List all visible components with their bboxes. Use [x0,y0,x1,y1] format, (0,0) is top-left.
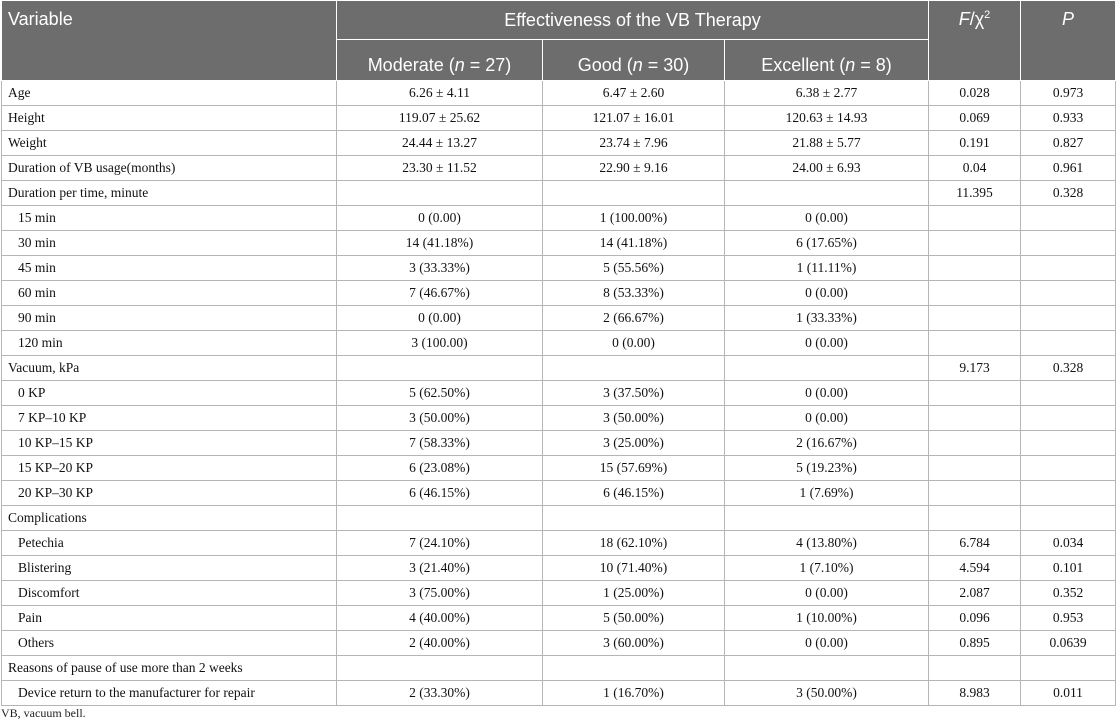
cell-stat [929,206,1021,231]
cell-good: 6.47 ± 2.60 [543,81,725,106]
cell-p [1021,481,1116,506]
row-label: 20 KP–30 KP [2,481,337,506]
cell-good: 10 (71.40%) [543,556,725,581]
row-label: 30 min [2,231,337,256]
cell-good: 23.74 ± 7.96 [543,131,725,156]
table-row [2,431,1116,456]
table-row [2,106,1116,131]
cell-moderate: 7 (58.33%) [337,431,543,456]
header-stat-sup: 2 [984,9,991,21]
table-row [2,531,1116,556]
cell-stat [929,406,1021,431]
cell-good: 15 (57.69%) [543,456,725,481]
cell-p [1021,206,1116,231]
cell-stat [929,506,1021,531]
cell-moderate: 23.30 ± 11.52 [337,156,543,181]
row-label: Duration of VB usage(months) [2,156,337,181]
row-label: Weight [2,131,337,156]
cell-good: 22.90 ± 9.16 [543,156,725,181]
cell-stat: 0.191 [929,131,1021,156]
cell-good: 18 (62.10%) [543,531,725,556]
header-p [1021,1,1116,81]
table-row [2,506,1116,531]
cell-good: 6 (46.15%) [543,481,725,506]
row-label: Discomfort [2,581,337,606]
cell-moderate: 2 (33.30%) [337,681,543,706]
cell-excellent: 1 (11.11%) [725,256,929,281]
cell-p: 0.328 [1021,356,1116,381]
table-row [2,581,1116,606]
cell-moderate: 7 (24.10%) [337,531,543,556]
cell-moderate: 119.07 ± 25.62 [337,106,543,131]
cell-excellent: 1 (10.00%) [725,606,929,631]
cell-moderate [337,356,543,381]
cell-excellent: 2 (16.67%) [725,431,929,456]
table-row [2,156,1116,181]
cell-stat [929,381,1021,406]
header-p-label: P [1061,9,1074,29]
table-row [2,681,1116,706]
cell-p: 0.827 [1021,131,1116,156]
cell-p [1021,381,1116,406]
cell-good [543,656,725,681]
cell-good: 1 (16.70%) [543,681,725,706]
cell-p: 0.011 [1021,681,1116,706]
cell-good: 3 (25.00%) [543,431,725,456]
cell-excellent: 3 (50.00%) [725,681,929,706]
cell-p [1021,656,1116,681]
cell-p: 0.034 [1021,531,1116,556]
cell-stat [929,231,1021,256]
cell-excellent: 24.00 ± 6.93 [725,156,929,181]
cell-stat [929,481,1021,506]
cell-p: 0.352 [1021,581,1116,606]
table-row [2,356,1116,381]
row-label: Duration per time, minute [2,181,337,206]
cell-excellent: 5 (19.23%) [725,456,929,481]
row-label: 7 KP–10 KP [2,406,337,431]
cell-good [543,506,725,531]
row-label: Device return to the manufacturer for repair [2,681,337,706]
cell-excellent: 0 (0.00) [725,206,929,231]
cell-p [1021,406,1116,431]
table-row [2,631,1116,656]
cell-excellent: 6.38 ± 2.77 [725,81,929,106]
row-label: 15 min [2,206,337,231]
cell-excellent [725,656,929,681]
cell-good [543,181,725,206]
group-n-value: = 8 [855,55,886,75]
cell-stat [929,656,1021,681]
header-stat [929,1,1021,81]
cell-excellent: 0 (0.00) [725,581,929,606]
cell-stat: 2.087 [929,581,1021,606]
cell-p: 0.973 [1021,81,1116,106]
header-variable: Variable [2,1,337,81]
table-row [2,131,1116,156]
group-name: Excellent [761,55,835,75]
cell-moderate: 0 (0.00) [337,306,543,331]
cell-stat: 0.069 [929,106,1021,131]
table-row [2,656,1116,681]
cell-p: 0.101 [1021,556,1116,581]
table-body [2,81,1116,706]
table-footnote: VB, vacuum bell. [1,706,86,720]
cell-excellent: 4 (13.80%) [725,531,929,556]
cell-excellent: 1 (7.10%) [725,556,929,581]
cell-stat: 11.395 [929,181,1021,206]
group-n-label: n [845,55,856,75]
table-row [2,456,1116,481]
row-label: Blistering [2,556,337,581]
table-row [2,231,1116,256]
row-label: 0 KP [2,381,337,406]
row-label: Petechia [2,531,337,556]
cell-stat [929,306,1021,331]
cell-moderate: 6.26 ± 4.11 [337,81,543,106]
cell-good: 1 (25.00%) [543,581,725,606]
group-name: Moderate [367,55,444,75]
row-label: Pain [2,606,337,631]
cell-excellent: 0 (0.00) [725,406,929,431]
cell-excellent: 1 (33.33%) [725,306,929,331]
cell-stat: 0.028 [929,81,1021,106]
row-label: 15 KP–20 KP [2,456,337,481]
cell-p [1021,456,1116,481]
cell-good: 8 (53.33%) [543,281,725,306]
cell-p: 0.961 [1021,156,1116,181]
table-row [2,331,1116,356]
cell-moderate: 3 (21.40%) [337,556,543,581]
cell-moderate: 7 (46.67%) [337,281,543,306]
cell-p [1021,431,1116,456]
cell-good: 3 (50.00%) [543,406,725,431]
group-n-value: = 30 [642,55,684,75]
cell-good: 5 (50.00%) [543,606,725,631]
cell-moderate: 3 (100.00) [337,331,543,356]
cell-excellent [725,181,929,206]
cell-p [1021,306,1116,331]
table-row [2,556,1116,581]
cell-stat: 0.895 [929,631,1021,656]
table-header [2,1,1116,81]
cell-good: 2 (66.67%) [543,306,725,331]
cell-moderate: 24.44 ± 13.27 [337,131,543,156]
cell-excellent: 0 (0.00) [725,381,929,406]
cell-moderate: 4 (40.00%) [337,606,543,631]
cell-p [1021,231,1116,256]
cell-stat [929,431,1021,456]
header-stat-chi: /χ [969,9,985,29]
row-label: 45 min [2,256,337,281]
header-group-excellent: Excellent (n = 8) [725,40,929,81]
table-row [2,81,1116,106]
cell-excellent: 120.63 ± 14.93 [725,106,929,131]
header-group-title: Effectiveness of the VB Therapy [337,1,929,40]
cell-stat: 0.096 [929,606,1021,631]
row-label: Others [2,631,337,656]
cell-moderate [337,506,543,531]
cell-p: 0.953 [1021,606,1116,631]
cell-excellent: 1 (7.69%) [725,481,929,506]
cell-excellent [725,356,929,381]
header-group-good: Good (n = 30) [543,40,725,81]
results-table [1,0,1116,706]
row-label: Reasons of pause of use more than 2 weeks [2,656,337,681]
row-label: 120 min [2,331,337,356]
cell-excellent: 21.88 ± 5.77 [725,131,929,156]
cell-p [1021,281,1116,306]
header-group-moderate: Moderate (n = 27) [337,40,543,81]
cell-p [1021,331,1116,356]
cell-p [1021,506,1116,531]
cell-moderate: 6 (23.08%) [337,456,543,481]
cell-excellent: 0 (0.00) [725,331,929,356]
table-row [2,406,1116,431]
group-n-label: n [632,55,643,75]
cell-p: 0.328 [1021,181,1116,206]
cell-good: 5 (55.56%) [543,256,725,281]
cell-p [1021,256,1116,281]
table-row [2,206,1116,231]
cell-p: 0.0639 [1021,631,1116,656]
cell-excellent: 6 (17.65%) [725,231,929,256]
cell-moderate: 3 (75.00%) [337,581,543,606]
cell-excellent: 0 (0.00) [725,631,929,656]
table-row [2,481,1116,506]
cell-stat [929,456,1021,481]
cell-moderate: 3 (50.00%) [337,406,543,431]
cell-good: 3 (60.00%) [543,631,725,656]
cell-good: 0 (0.00) [543,331,725,356]
group-n-label: n [454,55,465,75]
header-stat-f: F [958,9,970,29]
cell-stat [929,256,1021,281]
cell-excellent: 0 (0.00) [725,281,929,306]
cell-excellent [725,506,929,531]
cell-moderate: 6 (46.15%) [337,481,543,506]
row-label: 10 KP–15 KP [2,431,337,456]
table-row [2,306,1116,331]
cell-moderate: 2 (40.00%) [337,631,543,656]
table-row [2,381,1116,406]
row-label: Age [2,81,337,106]
cell-moderate [337,656,543,681]
cell-good: 1 (100.00%) [543,206,725,231]
row-label: 90 min [2,306,337,331]
cell-good: 3 (37.50%) [543,381,725,406]
group-n-value: = 27 [464,55,506,75]
table-row [2,606,1116,631]
cell-stat: 9.173 [929,356,1021,381]
row-label: Height [2,106,337,131]
table-row [2,181,1116,206]
cell-good [543,356,725,381]
group-name: Good [577,55,622,75]
cell-stat: 6.784 [929,531,1021,556]
row-label: 60 min [2,281,337,306]
cell-stat: 4.594 [929,556,1021,581]
row-label: Complications [2,506,337,531]
cell-moderate: 5 (62.50%) [337,381,543,406]
cell-good: 121.07 ± 16.01 [543,106,725,131]
cell-good: 14 (41.18%) [543,231,725,256]
cell-stat: 0.04 [929,156,1021,181]
cell-p: 0.933 [1021,106,1116,131]
table-row [2,281,1116,306]
cell-stat [929,331,1021,356]
cell-moderate: 14 (41.18%) [337,231,543,256]
cell-moderate: 0 (0.00) [337,206,543,231]
cell-stat [929,281,1021,306]
cell-stat: 8.983 [929,681,1021,706]
cell-moderate [337,181,543,206]
row-label: Vacuum, kPa [2,356,337,381]
table-row [2,256,1116,281]
cell-moderate: 3 (33.33%) [337,256,543,281]
